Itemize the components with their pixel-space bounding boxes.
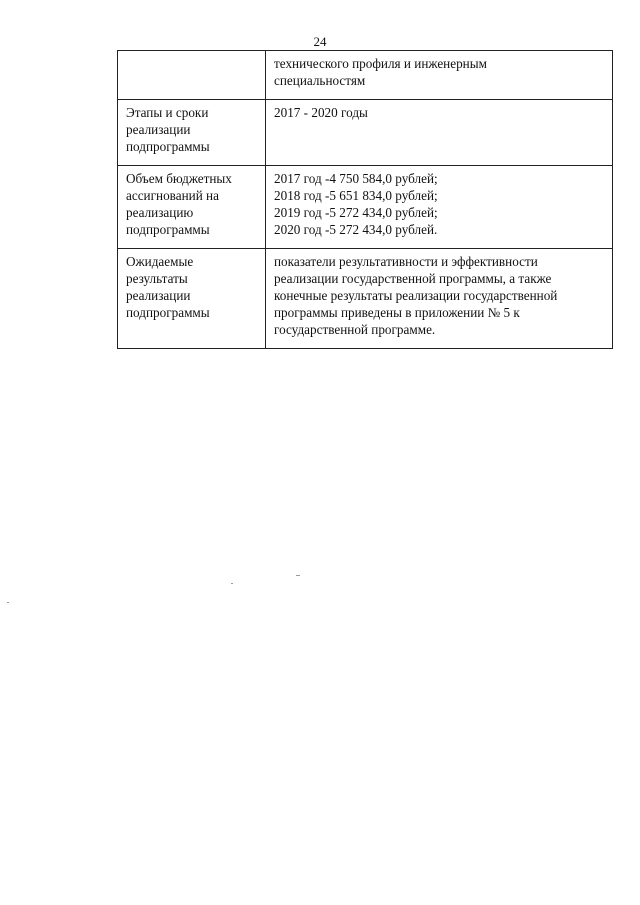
scan-speck (296, 575, 300, 576)
row-value-cell (266, 100, 613, 166)
value-line: программы приведены в приложении № 5 к (274, 305, 520, 320)
value-line: 2017 год -4 750 584,0 рублей; (274, 171, 438, 186)
row-value-cell (266, 249, 613, 349)
label-line: подпрограммы (126, 222, 210, 237)
label-line: ассигнований на (126, 188, 219, 203)
value-line: 2019 год -5 272 434,0 рублей; (274, 205, 438, 220)
row-value-cell (266, 166, 613, 249)
label-line: Объем бюджетных (126, 171, 232, 186)
value-line: конечные результаты реализации государственной (274, 288, 558, 303)
value-line: 2020 год -5 272 434,0 рублей. (274, 222, 438, 237)
table-row (118, 51, 613, 100)
label-line: реализации (126, 288, 191, 303)
label-line: результаты (126, 271, 188, 286)
value-line: специальностям (274, 73, 366, 88)
row-label-cell (118, 249, 266, 349)
label-line: реализации (126, 122, 191, 137)
value-line: 2017 - 2020 годы (274, 105, 368, 120)
value-line: показатели результативности и эффективности (274, 254, 538, 269)
value-line: реализации государственной программы, а также (274, 271, 552, 286)
scan-speck (7, 602, 9, 603)
value-line: государственной программе. (274, 322, 436, 337)
value-line: 2018 год -5 651 834,0 рублей; (274, 188, 438, 203)
label-line: реализацию (126, 205, 194, 220)
table-row (118, 249, 613, 349)
row-label-cell (118, 100, 266, 166)
label-line: подпрограммы (126, 139, 210, 154)
row-label-cell (118, 166, 266, 249)
row-value-cell (266, 51, 613, 100)
subprogram-passport-table (117, 50, 613, 349)
page-number: 24 (313, 34, 327, 49)
table-row (118, 166, 613, 249)
value-line: технического профиля и инженерным (274, 56, 487, 71)
label-line: Этапы и сроки (126, 105, 209, 120)
table-row (118, 100, 613, 166)
label-line: Ожидаемые (126, 254, 194, 269)
label-line: подпрограммы (126, 305, 210, 320)
scan-speck (231, 583, 233, 584)
row-label-cell (118, 51, 266, 100)
